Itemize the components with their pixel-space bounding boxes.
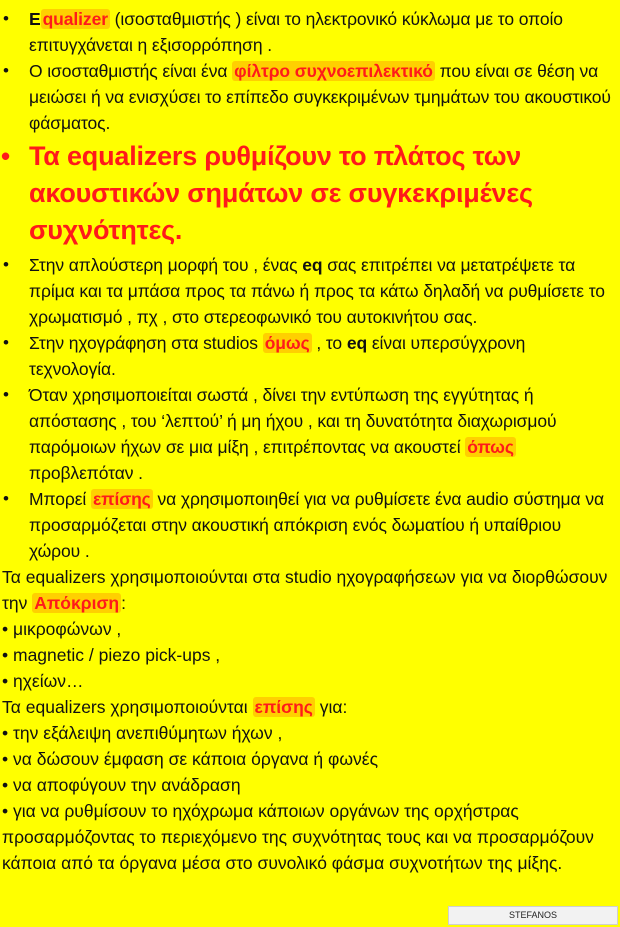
intro-text: : [121, 593, 126, 613]
bullet-text: Ο ισοσταθμιστής είναι ένα [29, 61, 233, 81]
bullet-text: Όταν χρησιμοποιείται σωστά , δίνει την εντύπωση της εγγύτητας ή απόστασης , του ‘λεπτού’ ή μη ήχου , και τη δυνατότητα διαχωρισμού παρόμοιων ήχων σε μια μίξη , επιτρέποντας να ακουστεί [29, 385, 557, 457]
highlight-term: Απόκριση [34, 593, 120, 613]
bullet-text: , το [311, 333, 347, 353]
bullet-icon: • [3, 333, 9, 352]
bullet-icon: • [3, 385, 9, 404]
bold-term: eq [302, 255, 323, 275]
bullet-text: σας επιτρέπει να μετατρέψετε τα πρίμα και τα μπάσα προς τα πάνω ή προς τα κάτω δηλαδή να ρυθμίσετε το χρωματισμό , πχ , στο στερεοφωνικό του αυτοκινήτου σας. [29, 255, 605, 327]
bullet-icon: • [1, 141, 10, 171]
author-signature: STEFANOS [448, 906, 618, 925]
bullet-headline [0, 138, 612, 249]
bullet-text: είναι υπερσύγχρονη τεχνολογία. [29, 333, 526, 379]
list-item: • ηχείων… [2, 671, 84, 691]
highlight-term: qualizer [42, 9, 108, 29]
bullet-simple-form [0, 252, 612, 330]
list-item: • την εξάλειψη ανεπιθύμητων ήχων , [2, 723, 283, 743]
section-uses [0, 694, 620, 876]
bullet-text: Στην ηχογράφηση στα studios [29, 333, 263, 353]
headline-text: Τα equalizers ρυθμίζουν το πλάτος των ακουστικών σημάτων σε συγκεκριμένες συχνότητες. [29, 141, 533, 245]
section-response [0, 564, 620, 694]
section-intro [2, 564, 614, 616]
bullet-text: Στην απλούστερη μορφή του , ένας [29, 255, 303, 275]
highlight-term: όμως [264, 333, 310, 353]
list-item: • να δώσουν έμφαση σε κάποια όργανα ή φωνές [2, 749, 379, 769]
intro-text: για: [314, 697, 348, 717]
first-letter: E [29, 9, 41, 29]
list-item: • να αποφύγουν την ανάδραση [2, 775, 241, 795]
bullet-text: Μπορεί [29, 489, 91, 509]
bullet-text: που είναι σε θέση να μειώσει ή να ενισχύσει το επίπεδο συγκεκριμένων τμημάτων του ακουστικού φάσματος. [29, 61, 611, 133]
bullet-icon: • [3, 61, 9, 80]
bullet-room-response [0, 486, 612, 564]
bullet-icon: • [3, 489, 9, 508]
list-item: • magnetic / piezo pick-ups , [2, 645, 221, 665]
list-item: • μικροφώνων , [2, 619, 122, 639]
highlight-term: φίλτρο συχνοεπιλεκτικό [234, 61, 433, 81]
bullet-equalizer-definition [0, 6, 612, 58]
intro-text: Τα equalizers χρησιμοποιούνται [2, 697, 253, 717]
highlight-term: επίσης [254, 697, 313, 717]
bold-term: eq [346, 333, 368, 353]
section-intro [2, 694, 614, 720]
list-item: • για να ρυθμίσουν το ηχόχρωμα κάποιων οργάνων της ορχήστρας προσαρμόζοντας το περιεχόμενο της συχνότητας τους και να προσαρμόζουν κάποια από τα όργανα μέσα στο συνολικό φάσμα συχνοτήτων της μίξης. [2, 801, 594, 873]
bullet-icon: • [3, 9, 9, 28]
bullet-correct-use [0, 382, 612, 486]
bullet-text: να χρησιμοποιηθεί για να ρυθμίσετε ένα audio σύστημα να προσαρμόζεται στην ακουστική απόκριση ενός δωματίου ή υπαίθριου χώρου . [29, 489, 604, 561]
highlight-term: επίσης [92, 489, 151, 509]
bullet-icon: • [3, 255, 9, 274]
intro-text: Τα equalizers χρησιμοποιούνται στα studio ηχογραφήσεων για να διορθώσουν την [2, 567, 608, 613]
bullet-text: (ισοσταθμιστής ) είναι το ηλεκτρονικό κύκλωμα με το οποίο επιτυγχάνεται η εξισορρόπηση . [29, 9, 563, 55]
highlight-term: όπως [467, 437, 514, 457]
bullet-filter [0, 58, 612, 136]
bullet-text: προβλεπόταν . [29, 463, 143, 483]
bullet-studios [0, 330, 612, 382]
